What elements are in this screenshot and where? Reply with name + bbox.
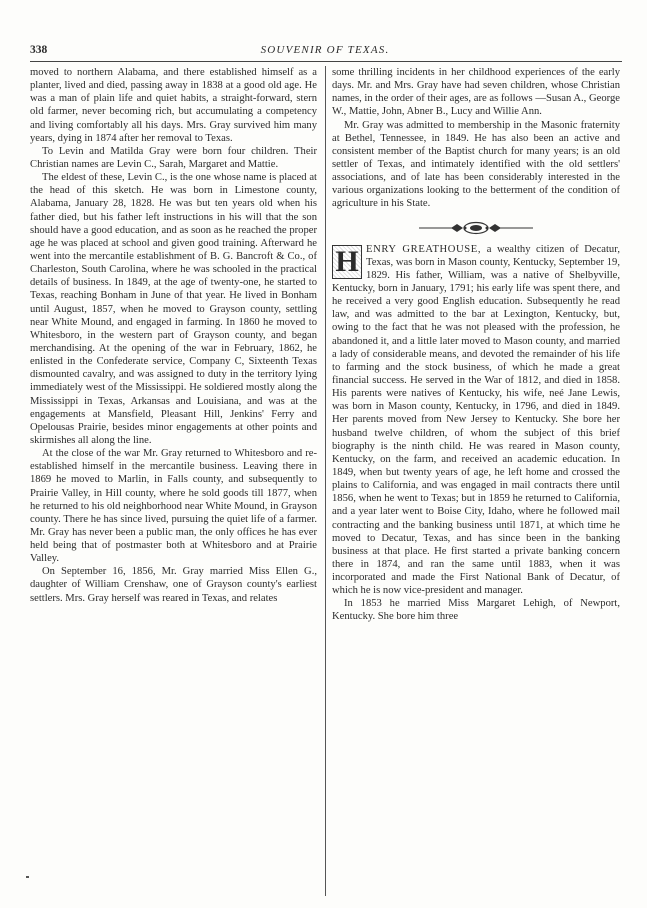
print-speck	[26, 876, 29, 878]
paragraph-family: some thrilling incidents in her childhood experiences of the early days. Mr. and Mrs. Gray have had seven children, whose Christian names, in the order of their ages, are as follows —Susan A., George W., Mattie, John, Abner B., Lucy and Willie Ann.	[332, 67, 620, 118]
ornament-flourish-icon	[411, 221, 541, 235]
page-header	[30, 44, 620, 58]
paragraph-children: To Levin and Matilda Gray were born four children. Their Christian names are Levin C., Sarah, Margaret and Mattie.	[30, 145, 317, 170]
subject-name: ENRY GREATHOUSE,	[366, 243, 482, 255]
running-title: SOUVENIR OF TEXAS.	[260, 44, 390, 56]
paragraph-greathouse-intro	[332, 243, 620, 598]
dropcap-letter: H	[332, 245, 362, 279]
page-number: 338	[30, 44, 48, 56]
header-rule	[30, 61, 622, 62]
paragraph-after-war: At the close of the war Mr. Gray returned to Whitesboro and re-established himself in the mercantile business. Leaving there in 1869 he moved to Marlin, in Falls county, and subsequently to Prairie Valley, in Hill county, where he sold goods till 1877, when he returned to his old neighborhood near White Mound, in Grayson county. There he has since lived, pursuing the quiet life of a farmer. Mr. Gray has never been a public man, the only offices he has ever held being that of postmaster both at Whitesboro and at Prairie Valley.	[30, 448, 317, 565]
paragraph-greathouse-marriage: In 1853 he married Miss Margaret Lehigh, of Newport, Kentucky. She bore him three	[332, 598, 620, 623]
paragraph-marriage: On September 16, 1856, Mr. Gray married Miss Ellen G., daughter of William Crenshaw, one of Grayson county's earliest settlers. Mrs. Gray herself was reared in Texas, and relates	[30, 566, 317, 604]
section-ornament	[332, 217, 620, 239]
right-column	[332, 66, 620, 894]
paragraph-continuation: moved to northern Alabama, and there established himself as a planter, lived and died, passing away in 1838 at a good old age. He was a man of plain life and quiet habits, a straight-forward, stern old farmer, never becoming rich, but accumulating a competency and living comfortably all his days. Mrs. Gray survived him many years, dying in 1874 after her removal to Texas.	[30, 67, 317, 144]
paragraph-greathouse-body: a wealthy citizen of Decatur, Texas, was born in Mason county, Kentucky, September 19, 1829. His father, William, was a native of Shelbyville, Kentucky, born in January, 1791; his early life was spent there, and he received a very good English education. Subsequently he read law, and was admitted to the bar at Lexington, Kentucky, but, owing to the fact that he was not pleased with the profession, he abandoned it, and a little later moved to Mason county, and married a lady of considerable means, and devoted the remainder of his life to farming and the stock business, of which he made a great financial success. He served in the War of 1812, and died in 1858. His parents were natives of Kentucky, his wife, neé Jane Lewis, was born in Mason county, Kentucky, in 1796, and died in 1849. Her parents moved from New Jersey to Kentucky. She bore her husband twelve children, of whom the subject of this brief biography is the ninth child. He was reared in Mason county, Kentucky, on the farm, and received an academic education. In 1849, when but twenty years of age, he left home and crossed the plains to California, and was engaged in mail contracts there until 1856, when he went to Texas; but in 1859 he returned to California, and a year later went to Boise City, Idaho, where he followed mail contracting and the banking business until 1871, at which time he moved to Decatur, Texas, and has since been in the banking business at that place. He first started a private banking concern there in 1874, and ran the same until 1883, when it was incorporated and made the First National Bank of Decatur, of which he is now vice-president and manager.	[332, 243, 620, 597]
paragraph-levin-biography: The eldest of these, Levin C., is the one whose name is placed at the head of this sketch. He was born in Limestone county, Alabama, January 28, 1828. He was but ten years old when his father died, but his father left instructions in his will that the son should have a good education, and as soon as he reached the proper age he was placed at school and given good training. Afterward he went into the mercantile establishment of B. G. Bancroft & Co., of Charleston, South Carolina, where he was schooled in the practical details of business. In 1849, at the age of twenty-one, he started to Texas, reaching Bonham in June of that year. He lived in Bonham until August, 1857, when he moved to Grayson county, settling near White Mound, and engaged in farming. In 1860 he moved to Whitesboro, in the western part of Grayson county, and began merchandising. At the opening of the war in February, 1862, he enlisted in the Confederate service, Company C, Sixteenth Texas dismounted cavalry, and was assigned to duty in the territory lying immediately west of the Mississippi. He soldiered mostly along the Mississippi in Texas, Arkansas and Louisiana, and was at the engagements at Mansfield, Pleasant Hill, Jenkins' Ferry and Opelousas Prairie, besides minor engagements at other points and skirmishes all along the line.	[30, 172, 317, 446]
paragraph-masonic: Mr. Gray was admitted to membership in the Masonic fraternity at Bethel, Tennessee, in 1849. He has also been an active and consistent member of the Baptist church for many years; is an old settler of Texas, and intimately identified with the old settlers' associations, and of late has been considerably interested in the various organizations looking to the betterment of the condition of agriculture in his State.	[332, 119, 620, 210]
left-column	[30, 66, 317, 894]
column-divider	[325, 66, 326, 896]
